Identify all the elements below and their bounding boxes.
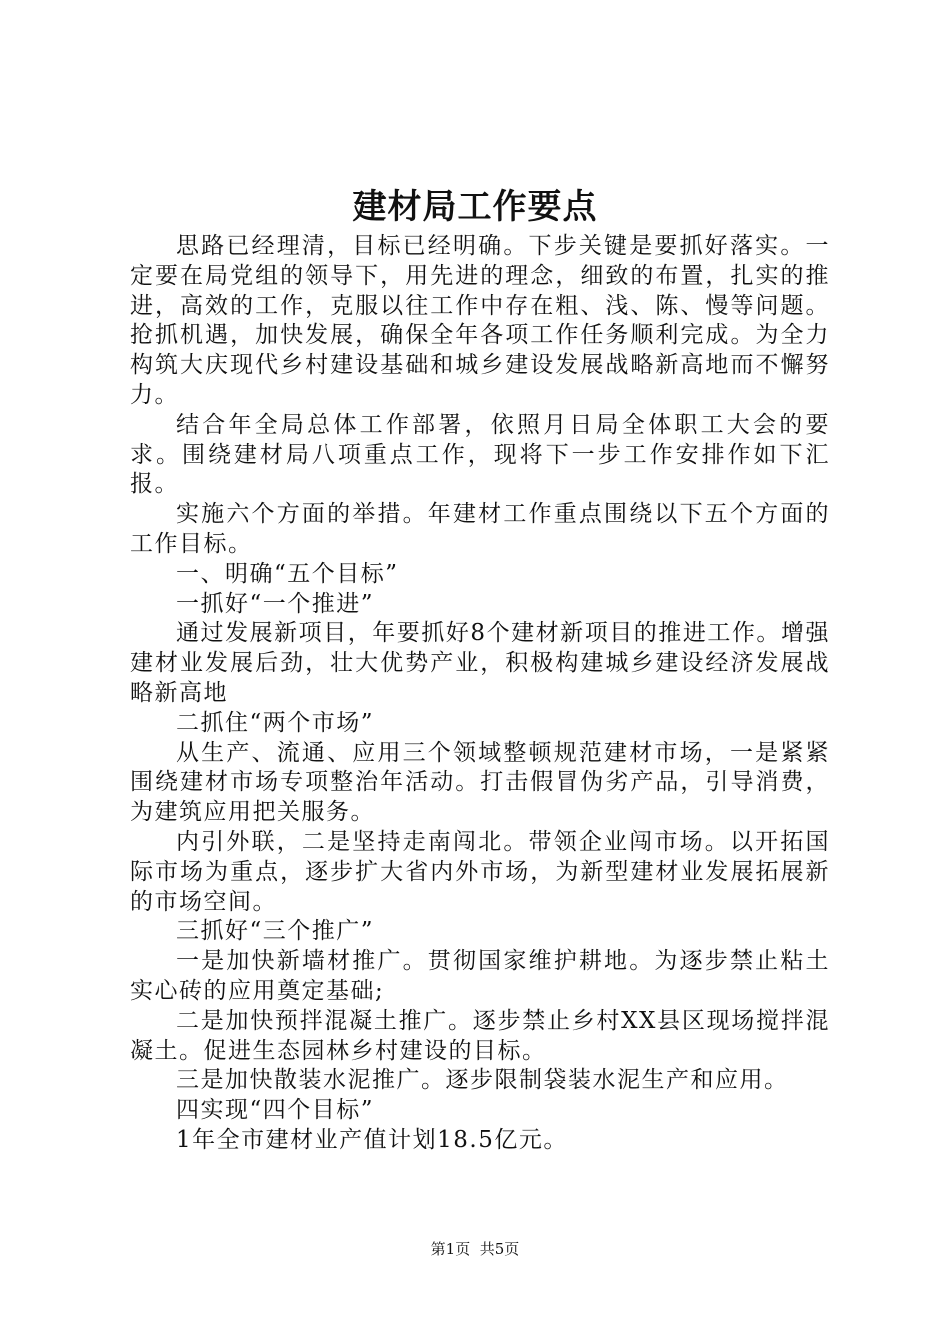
subsection-heading: 二抓住“两个市场” [176, 709, 375, 736]
paragraph: 1年全市建材业产值计划18.5亿元。 [176, 1126, 568, 1153]
paragraph: 实施六个方面的举措。年建材工作重点围绕以下五个方面的工作目标。 [130, 501, 830, 557]
paragraph: 结合年全局总体工作部署，依照月日局全体职工大会的要求。围绕建材局八项重点工作，现将下一步工作安排作如下汇报。 [130, 411, 830, 498]
section-heading: 一、明确“五个目标” [176, 560, 399, 587]
paragraph: 三是加快散装水泥推广。逐步限制袋装水泥生产和应用。 [176, 1067, 789, 1094]
paragraph: 一是加快新墙材推广。贯彻国家维护耕地。为逐步禁止粘土实心砖的应用奠定基础; [130, 948, 830, 1004]
document-body [130, 232, 830, 1156]
paragraph: 通过发展新项目，年要抓好8个建材新项目的推进工作。增强建材业发展后劲，壮大优势产业，积极构建城乡建设经济发展战略新高地 [130, 620, 830, 706]
paragraph: 内引外联，二是坚持走南闯北。带领企业闯市场。以开拓国际市场为重点，逐步扩大省内外市场，为新型建材业发展拓展新的市场空间。 [130, 828, 830, 915]
page-footer [0, 1239, 950, 1259]
document-title: 建材局工作要点 [352, 187, 598, 227]
subsection-heading: 三抓好“三个推广” [176, 918, 375, 945]
subsection-heading: 四实现“四个目标” [176, 1097, 375, 1124]
paragraph: 二是加快预拌混凝土推广。逐步禁止乡村XX县区现场搅拌混凝土。促进生态园林乡村建设的目标。 [130, 1007, 830, 1064]
paragraph: 思路已经理清，目标已经明确。下步关键是要抓好落实。一定要在局党组的领导下，用先进的理念，细致的布置，扎实的推进，高效的工作，克服以往工作中存在粗、浅、陈、慢等问题。抢抓机遇，加快发展，确保全年各项工作任务顺利完成。为全力构筑大庆现代乡村建设基础和城乡建设发展战略新高地而不懈努力。 [130, 233, 830, 408]
paragraph: 从生产、流通、应用三个领域整顿规范建材市场，一是紧紧围绕建材市场专项整治年活动。打击假冒伪劣产品，引导消费，为建筑应用把关服务。 [130, 739, 830, 826]
subsection-heading: 一抓好“一个推进” [176, 590, 375, 617]
page-total: 共5页 [479, 1240, 520, 1258]
page-number: 第1页 [430, 1240, 471, 1258]
